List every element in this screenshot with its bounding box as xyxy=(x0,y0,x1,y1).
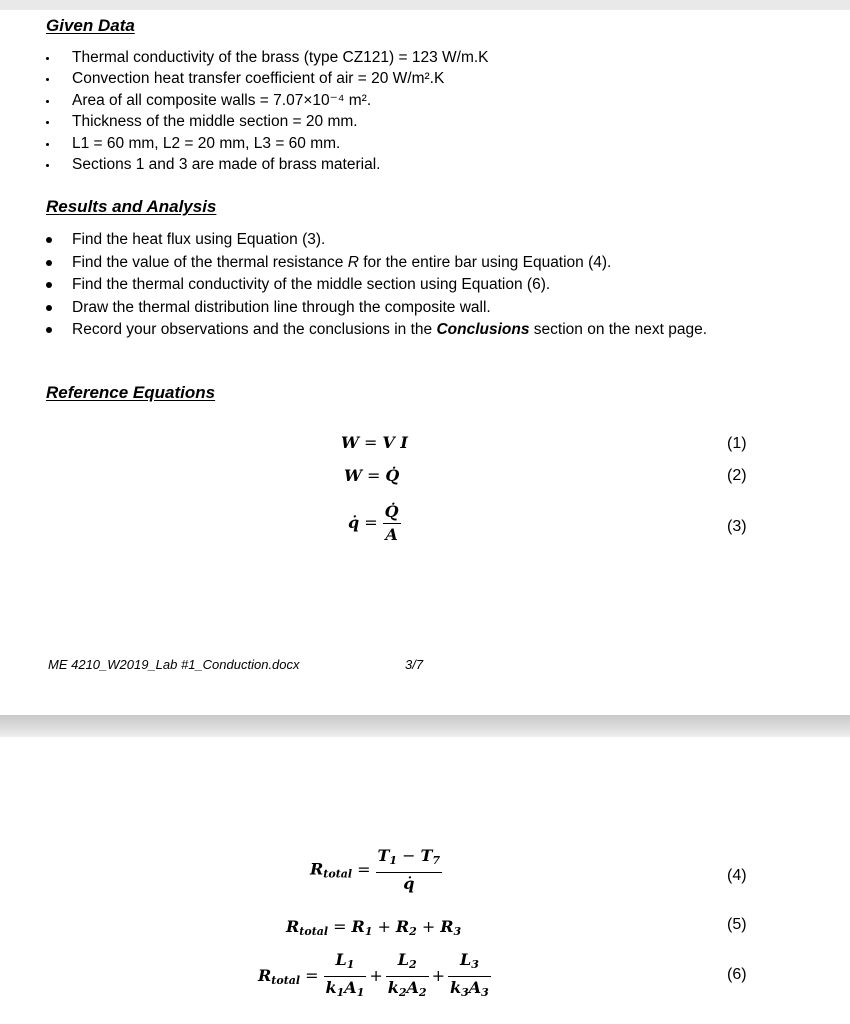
equation-number-6: (6) xyxy=(727,966,747,983)
list-item: Find the thermal conductivity of the middle section using Equation (6). xyxy=(46,274,746,297)
equation-number-1: (1) xyxy=(727,435,747,452)
equation-5: $R_{total} = R_1 + R_2 + R_3$ xyxy=(286,917,462,938)
footer-filename: ME 4210_W2019_Lab #1_Conduction.docx xyxy=(48,657,300,672)
list-item: Convection heat transfer coefficient of air = 20 W/m².K xyxy=(46,68,746,89)
equation-6: $R_{total}$ = $\frac{L_1}{k_1A_1}$ + $\frac{L_2}{k_2A_2}$ + $\frac{L_3}{k_3A_3}$ xyxy=(258,950,489,999)
equation-number-4: (4) xyxy=(727,867,747,884)
list-item: Sections 1 and 3 are made of brass material. xyxy=(46,154,746,175)
document-page-4 xyxy=(0,737,850,1024)
reference-equations-heading: Reference Equations xyxy=(46,383,216,402)
list-item: Find the value of the thermal resistance R for the entire bar using Equation (4). xyxy=(46,252,746,275)
given-data-heading: Given Data xyxy=(46,16,135,35)
list-item: Find the heat flux using Equation (3). xyxy=(46,229,746,252)
page-break xyxy=(0,715,850,737)
results-analysis-heading: Results and Analysis xyxy=(46,197,217,216)
results-analysis-list xyxy=(46,229,746,342)
list-item: Record your observations and the conclusions in the Conclusions section on the next page. xyxy=(46,319,746,342)
equation-number-2: (2) xyxy=(727,467,747,484)
list-item: L1 = 60 mm, L2 = 20 mm, L3 = 60 mm. xyxy=(46,133,746,154)
footer-page-number: 3/7 xyxy=(405,657,424,672)
list-item: Thermal conductivity of the brass (type CZ121) = 123 W/m.K xyxy=(46,47,746,68)
equation-1: W = V I xyxy=(341,433,408,452)
given-data-list xyxy=(46,47,746,175)
equation-2: W = Q̇ xyxy=(344,466,400,485)
equation-3: q̇ = $\frac{Q̇}{A}$ xyxy=(348,502,399,544)
list-item: Thickness of the middle section = 20 mm. xyxy=(46,111,746,132)
viewer-top-bar xyxy=(0,0,850,10)
equation-number-3: (3) xyxy=(727,518,747,535)
equation-number-5: (5) xyxy=(727,916,747,933)
equation-4: $R_{total}$ = $\frac{T_1 - T_7}{q̇}$ xyxy=(310,846,441,893)
document-page-3 xyxy=(0,10,850,715)
list-item: Draw the thermal distribution line through the composite wall. xyxy=(46,297,746,320)
list-item: Area of all composite walls = 7.07×10⁻⁴ m². xyxy=(46,90,746,111)
